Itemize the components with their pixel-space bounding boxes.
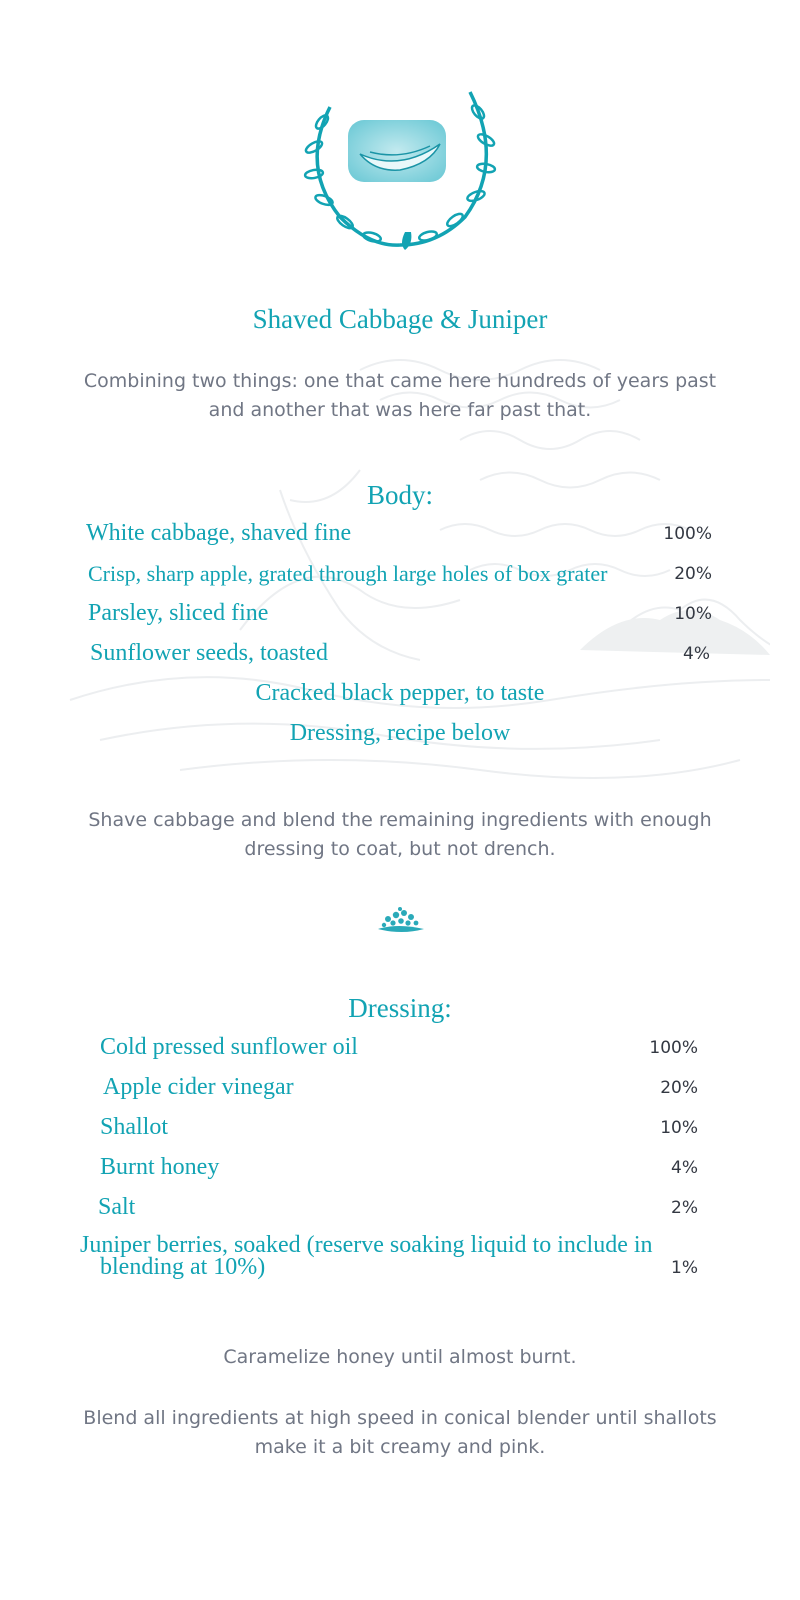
ingredient-percent: 100% (663, 524, 712, 544)
dressing-ingredient-row (0, 1034, 800, 1068)
dressing-ingredient-row-juniper (0, 1234, 800, 1294)
ingredient-name: Cold pressed sunflower oil (100, 1034, 358, 1060)
body-extra-dressing: Dressing, recipe below (289, 720, 511, 746)
ingredient-name: Burnt honey (100, 1154, 220, 1180)
body-method: Shave cabbage and blend the remaining ingredients with enough dressing to coat, but not drench. (88, 809, 712, 860)
ingredient-name: Salt (98, 1194, 136, 1220)
body-extra-pepper: Cracked black pepper, to taste (255, 680, 545, 706)
sprig-divider-icon (376, 905, 426, 937)
recipe-intro: Combining two things: one that came here hundreds of years past and another that was here far past that. (83, 370, 717, 421)
body-heading: Body: (366, 480, 433, 510)
ingredient-percent: 4% (683, 644, 710, 664)
ingredient-name-line1: Juniper berries, soaked (reserve soaking liquid to include in (80, 1232, 653, 1258)
ingredient-percent: 2% (671, 1198, 698, 1218)
dressing-ingredient-row (0, 1154, 800, 1188)
ingredient-percent: 10% (674, 604, 712, 624)
ingredient-name: White cabbage, shaved fine (86, 520, 352, 546)
recipe-title: Shaved Cabbage & Juniper (252, 304, 548, 334)
ingredient-name: Shallot (100, 1114, 169, 1140)
body-ingredient-row (0, 560, 800, 594)
ingredient-percent: 20% (674, 564, 712, 584)
body-ingredient-row (0, 520, 800, 554)
body-ingredient-row (0, 600, 800, 634)
ingredient-name-line2: blending at 10%) (100, 1254, 266, 1280)
dressing-method-blend: Blend all ingredients at high speed in conical blender until shallots make it a bit creamy and pink. (83, 1407, 717, 1458)
dressing-heading: Dressing: (348, 993, 452, 1023)
ingredient-name: Parsley, sliced fine (88, 600, 269, 626)
dressing-method-honey: Caramelize honey until almost burnt. (223, 1346, 577, 1368)
ingredient-percent: 1% (671, 1258, 698, 1278)
dressing-ingredient-row (0, 1074, 800, 1108)
ingredient-percent: 100% (649, 1038, 698, 1058)
ingredient-name: Apple cider vinegar (103, 1074, 294, 1100)
laurel-wreath-boat-icon (300, 82, 500, 252)
ingredient-name: Crisp, sharp apple, grated through large holes of box grater (88, 561, 608, 586)
body-ingredient-row (0, 640, 800, 674)
ingredient-name: Sunflower seeds, toasted (90, 640, 328, 666)
dressing-ingredient-row (0, 1114, 800, 1148)
dressing-ingredient-row (0, 1194, 800, 1228)
ingredient-percent: 4% (671, 1158, 698, 1178)
ingredient-percent: 10% (660, 1118, 698, 1138)
ingredient-percent: 20% (660, 1078, 698, 1098)
